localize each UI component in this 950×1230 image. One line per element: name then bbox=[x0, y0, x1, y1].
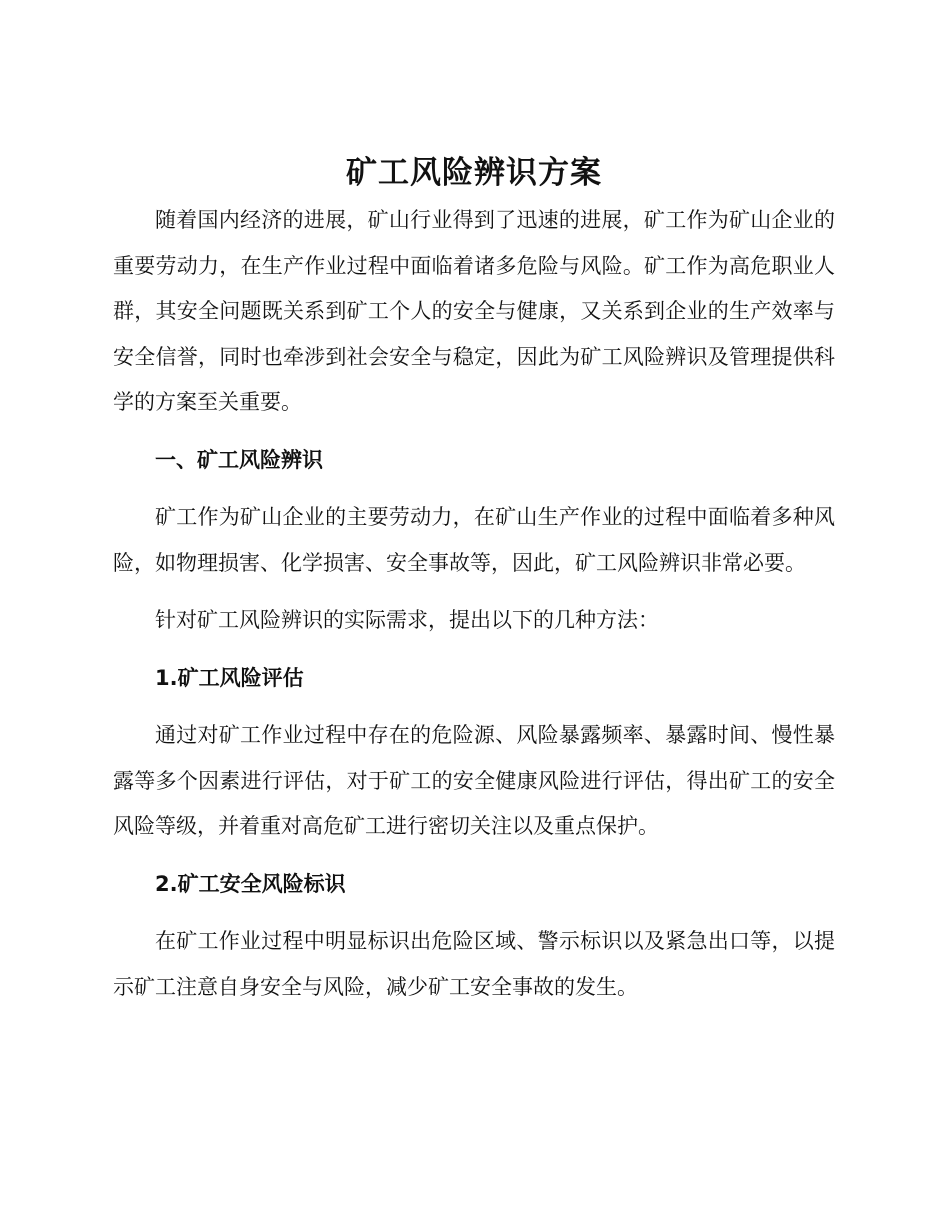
method-2-paragraph: 在矿工作业过程中明显标识出危险区域、警示标识以及紧急出口等，以提示矿工注意自身安全与风险，减少矿工安全事故的发生。 bbox=[113, 929, 835, 999]
method-2-heading: 2.矿工安全风险标识 bbox=[155, 871, 346, 896]
method-1-paragraph: 通过对矿工作业过程中存在的危险源、风险暴露频率、暴露时间、慢性暴露等多个因素进行评估，对于矿工的安全健康风险进行评估，得出矿工的安全风险等级，并着重对高危矿工进行密切关注以及重点保护。 bbox=[113, 723, 835, 838]
section-1-heading: 一、矿工风险辨识 bbox=[155, 447, 323, 472]
method-1-heading: 1.矿工风险评估 bbox=[155, 665, 304, 690]
section-1-paragraph-2: 针对矿工风险辨识的实际需求，提出以下的几种方法： bbox=[155, 608, 659, 632]
section-1-paragraph-1: 矿工作为矿山企业的主要劳动力，在矿山生产作业的过程中面临着多种风险，如物理损害、化学损害、安全事故等，因此，矿工风险辨识非常必要。 bbox=[113, 505, 835, 575]
intro-paragraph: 随着国内经济的进展，矿山行业得到了迅速的进展，矿工作为矿山企业的重要劳动力，在生产作业过程中面临着诸多危险与风险。矿工作为高危职业人群，其安全问题既关系到矿工个人的安全与健康，又关系到企业的生产效率与安全信誉，同时也牵涉到社会安全与稳定，因此为矿工风险辨识及管理提供科学的方案至关重要。 bbox=[113, 208, 835, 414]
document-content bbox=[113, 148, 835, 1010]
document-title: 矿工风险辨识方案 bbox=[346, 155, 602, 191]
